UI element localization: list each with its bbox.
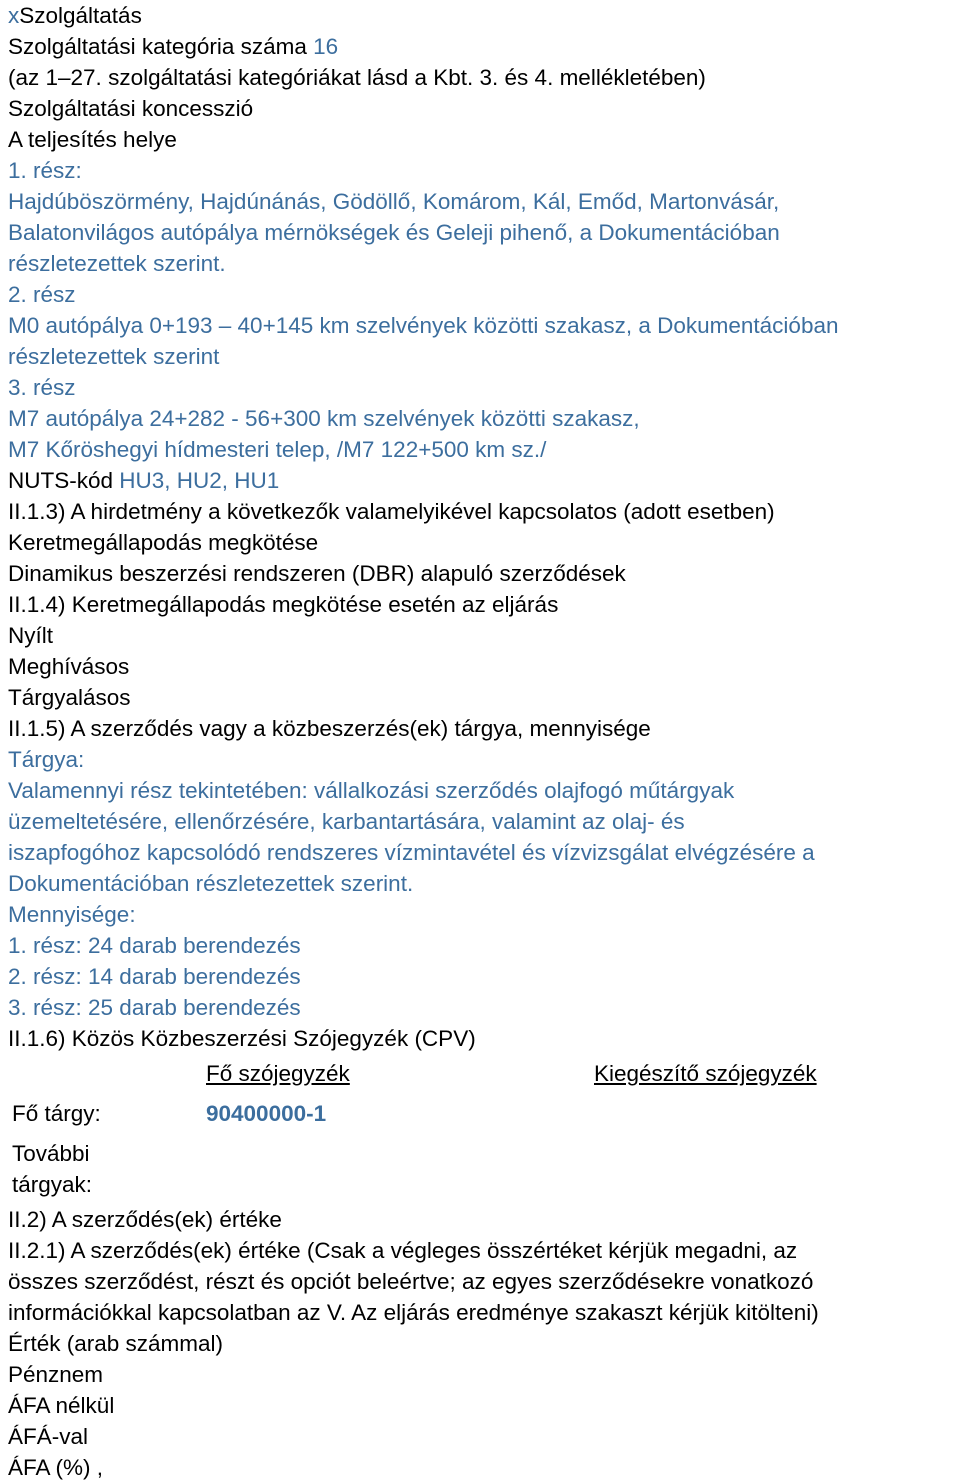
subject-line: iszapfogóhoz kapcsolódó rendszeres vízmintavétel és vízvizsgálat elvégzésére a [8, 840, 815, 865]
part-2-heading: 2. rész [8, 282, 76, 307]
section-114-item: Nyílt [8, 623, 53, 648]
part-2-line: M0 autópálya 0+193 – 40+145 km szelvények közötti szakasz, a Dokumentációban [8, 313, 839, 338]
part-1-line: részletezettek szerint. [8, 251, 226, 276]
section-113-item: Keretmegállapodás megkötése [8, 530, 319, 555]
part-3-heading: 3. rész [8, 375, 76, 400]
cpv-main-column-header: Fő szójegyzék [206, 1061, 350, 1086]
section-114-item: Tárgyalásos [8, 685, 131, 710]
quantity-item: 3. rész: 25 darab berendezés [8, 995, 301, 1020]
nuts-value: HU3, HU2, HU1 [119, 468, 280, 493]
subject-line: üzemeltetésére, ellenőrzésére, karbantartására, valamint az olaj- és [8, 809, 685, 834]
cpv-supplementary-column-header: Kiegészítő szójegyzék [594, 1061, 817, 1086]
subject-label: Tárgya: [8, 747, 85, 772]
quantity-label: Mennyisége: [8, 902, 136, 927]
section-121-line: II.2.1) A szerződés(ek) értéke (Csak a végleges összértéket kérjük megadni, az [8, 1238, 798, 1263]
section-121-line: összes szerződést, részt és opciót beleértve; az egyes szerződésekre vonatkozó [8, 1269, 814, 1294]
part-1-line: Hajdúböszörmény, Hajdúnánás, Gödöllő, Komárom, Kál, Emőd, Martonvásár, [8, 189, 780, 214]
without-vat-field-label: ÁFA nélkül [8, 1393, 115, 1418]
section-116-heading: II.1.6) Közös Közbeszerzési Szójegyzék (CPV) [8, 1026, 476, 1051]
currency-field-label: Pénznem [8, 1362, 104, 1387]
vat-percent-field-label: ÁFA (%) , [8, 1455, 104, 1480]
service-category-number: 16 [313, 34, 339, 59]
section-121-line: információkkal kapcsolatban az V. Az eljárás eredménye szakaszt kérjük kitölteni) [8, 1300, 819, 1325]
service-concession: Szolgáltatási koncesszió [8, 96, 254, 121]
section-115-heading: II.1.5) A szerződés vagy a közbeszerzés(ek) tárgya, mennyisége [8, 716, 651, 741]
subject-line: Dokumentációban részletezettek szerint. [8, 871, 414, 896]
service-category-note: (az 1–27. szolgáltatási kategóriákat lásd a Kbt. 3. és 4. mellékletében) [8, 65, 706, 90]
cpv-main-code: 90400000-1 [206, 1101, 327, 1126]
part-3-line: M7 Kőröshegyi hídmesteri telep, /M7 122+500 km sz./ [8, 437, 547, 462]
section-114-item: Meghívásos [8, 654, 130, 679]
service-type-line [8, 0, 960, 31]
cpv-other-subjects-label: tárgyak: [12, 1172, 93, 1197]
place-heading: A teljesítés helye [8, 127, 177, 152]
nuts-line [8, 465, 960, 496]
service-checkbox-mark: x [8, 3, 20, 28]
section-12-heading: II.2) A szerződés(ek) értéke [8, 1207, 282, 1232]
service-category-label: Szolgáltatási kategória száma [8, 34, 314, 59]
part-1-heading: 1. rész: [8, 158, 82, 183]
part-3-line: M7 autópálya 24+282 - 56+300 km szelvények közötti szakasz, [8, 406, 640, 431]
service-type-title: Szolgáltatás [19, 3, 142, 28]
quantity-item: 1. rész: 24 darab berendezés [8, 933, 301, 958]
cpv-table [8, 1054, 960, 1197]
part-2-line: részletezettek szerint [8, 344, 220, 369]
value-field-label: Érték (arab számmal) [8, 1331, 224, 1356]
part-1-line: Balatonvilágos autópálya mérnökségek és Geleji pihenő, a Dokumentációban [8, 220, 780, 245]
with-vat-field-label: ÁFÁ-val [8, 1424, 89, 1449]
section-114-heading: II.1.4) Keretmegállapodás megkötése esetén az eljárás [8, 592, 559, 617]
cpv-main-subject-label: Fő tárgy: [12, 1101, 101, 1126]
section-113-item: Dinamikus beszerzési rendszeren (DBR) alapuló szerződések [8, 561, 626, 586]
section-113-heading: II.1.3) A hirdetmény a következők valamelyikével kapcsolatos (adott esetben) [8, 499, 775, 524]
cpv-other-subjects-label: További [12, 1141, 90, 1166]
quantity-item: 2. rész: 14 darab berendezés [8, 964, 301, 989]
subject-line: Valamennyi rész tekintetében: vállalkozási szerződés olajfogó műtárgyak [8, 778, 735, 803]
nuts-label: NUTS-kód [8, 468, 120, 493]
service-category-line [8, 31, 960, 62]
